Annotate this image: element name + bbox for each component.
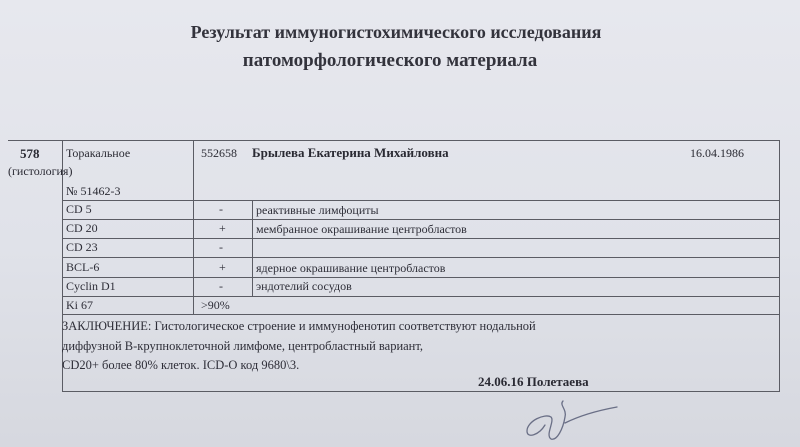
marker-result: - [219, 202, 223, 216]
birth-date: 16.04.1986 [690, 146, 744, 160]
marker-result: >90% [201, 298, 230, 312]
material-type: Торакальное [66, 146, 131, 160]
table-top-border [8, 140, 780, 141]
marker-comment: ядерное окрашивание центробластов [256, 261, 446, 275]
marker-name: CD 23 [66, 240, 98, 254]
marker-result: - [219, 279, 223, 293]
table-row-divider [62, 200, 780, 201]
record-number-sub: (гистология) [8, 164, 73, 178]
table-col-divider [193, 140, 194, 200]
table-right-border [779, 140, 780, 391]
marker-name: Ki 67 [66, 298, 93, 312]
table-row-divider [62, 296, 780, 297]
marker-result: + [219, 260, 226, 274]
table-bottom-border [62, 391, 780, 392]
marker-name: Cyclin D1 [66, 279, 116, 293]
marker-comment: эндотелий сосудов [256, 279, 352, 293]
table-row-divider [62, 314, 780, 315]
record-number: 578 [20, 146, 40, 161]
report-title: Результат иммуногистохимического исследования [190, 22, 602, 42]
report-subtitle: патоморфологического материала [242, 50, 538, 71]
signature-date-name: 24.06.16 Полетаева [478, 374, 589, 389]
table-col-divider [193, 200, 194, 314]
conclusion-line-1: ЗАКЛЮЧЕНИЕ: Гистологическое строение и иммунофенотип соответствуют нодальной [62, 319, 536, 333]
marker-name: CD 5 [66, 202, 92, 216]
marker-name: BCL-6 [66, 260, 100, 274]
marker-result: + [219, 221, 226, 235]
marker-comment: мембранное окрашивание центробластов [256, 222, 467, 236]
table-col-divider [252, 200, 253, 296]
table-row-divider [62, 257, 780, 258]
marker-name: CD 20 [66, 221, 98, 235]
table-row-divider [62, 219, 780, 220]
marker-result: - [219, 240, 223, 254]
table-row-divider [62, 277, 780, 278]
marker-comment: реактивные лимфоциты [256, 203, 379, 217]
patient-id: 552658 [201, 146, 237, 160]
patient-name: Брылева Екатерина Михайловна [252, 145, 449, 160]
handwritten-signature [505, 395, 625, 445]
conclusion-line-3: CD20+ более 80% клеток. ICD-O код 9680\3. [62, 358, 300, 372]
table-row-divider [62, 238, 780, 239]
case-number: № 51462-3 [66, 184, 121, 198]
conclusion-line-2: диффузной В-крупноклеточной лимфоме, центробластный вариант, [62, 339, 424, 353]
